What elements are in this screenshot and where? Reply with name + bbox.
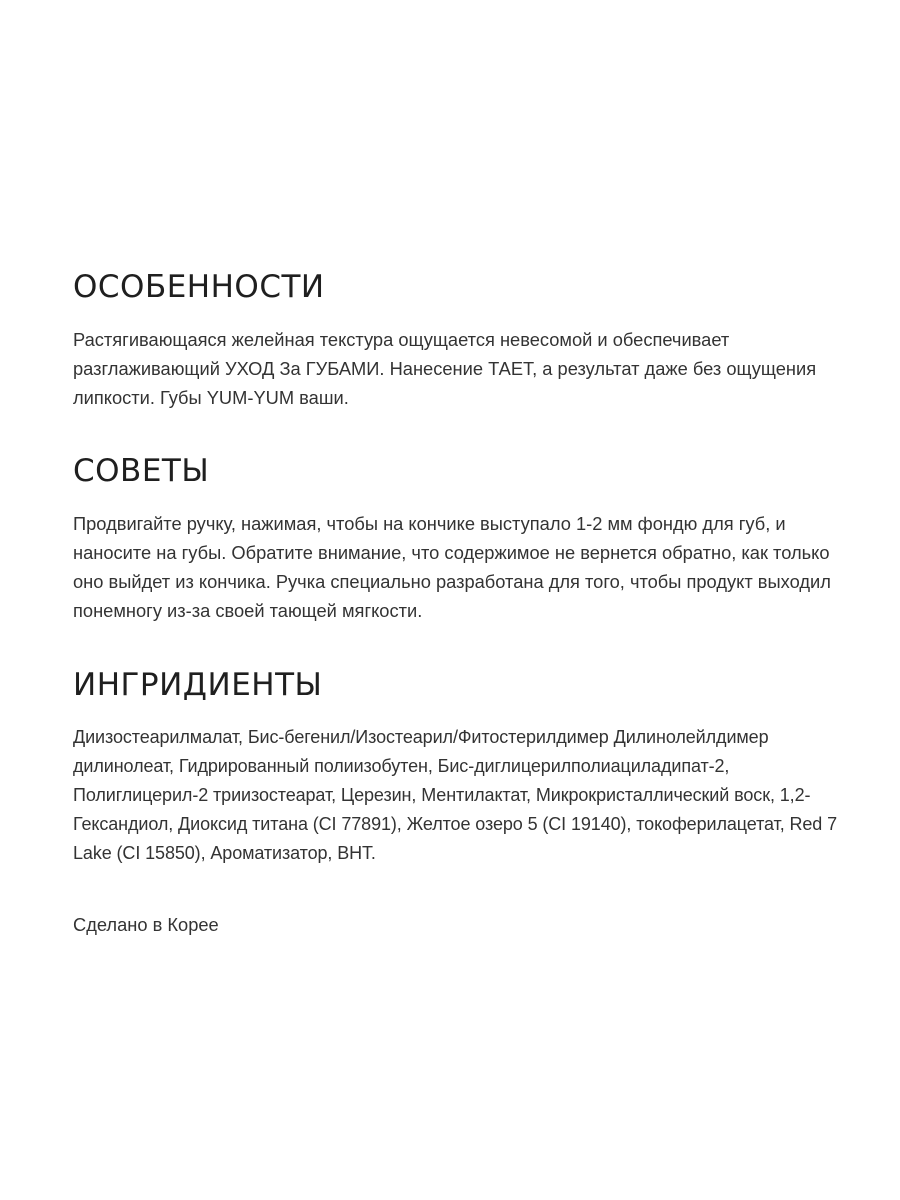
ingredients-text: Диизостеарилмалат, Бис-бегенил/Изостеарил/Фитостерилдимер Дилинолейлдимер дилинолеат, Гидрированный полиизобутен, Бис-диглицерилполиациладипат-2, Полиглицерил-2 триизостеарат, Церезин, Ментилактат, Микрокристаллический воск, 1,2-Гександиол, Диоксид титана (CI 77891), Желтое озеро 5 (CI 19140), токоферилацетат, Red 7 Lake (CI 15850), Ароматизатор, BHT. xyxy=(73,727,838,863)
features-text: Растягивающаяся желейная текстура ощущается невесомой и обеспечивает разглаживающий УХОД За ГУБАМИ. Нанесение ТАЕТ, а результат даже без ощущения липкости. Губы YUM-YUM ваши. xyxy=(73,329,817,408)
made-in-label: Сделано в Корее xyxy=(73,914,219,935)
features-title: ОСОБЕННОСТИ xyxy=(73,269,325,305)
features-section xyxy=(73,269,863,412)
tips-title: СОВЕТЫ xyxy=(73,453,210,489)
tips-section xyxy=(73,453,863,625)
ingredients-section xyxy=(73,667,863,868)
ingredients-title: ИНГРИДИЕНТЫ xyxy=(73,667,323,703)
tips-text: Продвигайте ручку, нажимая, чтобы на кончике выступало 1-2 мм фондю для губ, и наносите на губы. Обратите внимание, что содержимое не вернется обратно, как только оно выйдет из кончика. Ручка специально разработана для того, чтобы продукт выходил понемногу из-за своей тающей мягкости. xyxy=(73,513,831,621)
